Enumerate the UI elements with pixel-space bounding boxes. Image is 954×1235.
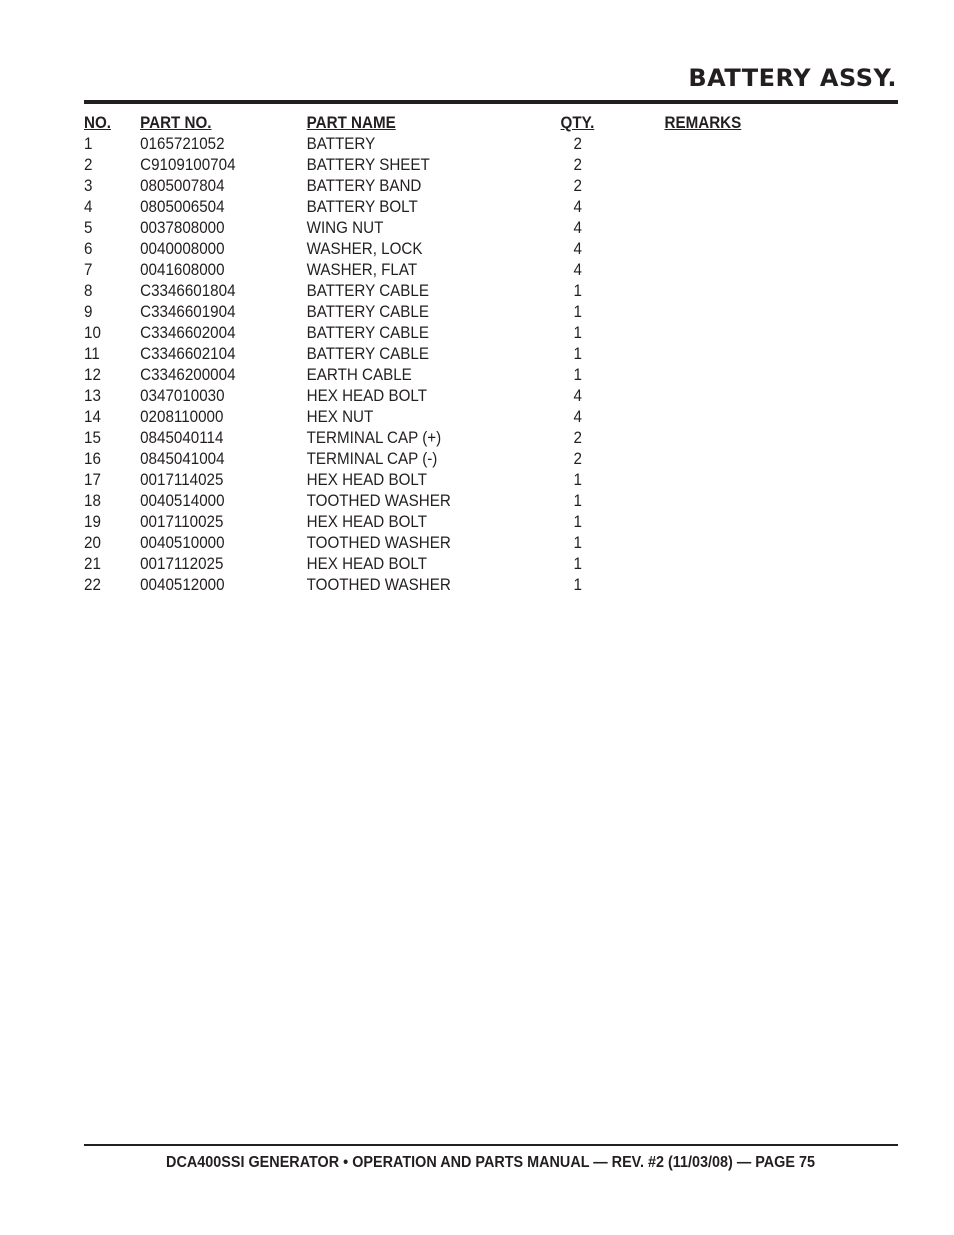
cell-part-no: 0041608000 — [140, 261, 225, 279]
cell-no: 15 — [84, 429, 101, 447]
cell-no: 10 — [84, 324, 101, 342]
cell-part-no: C3346602104 — [140, 345, 236, 363]
cell-remarks — [665, 302, 784, 323]
cell-qty: 4 — [573, 198, 582, 216]
page-title: BATTERY ASSY. — [688, 64, 897, 92]
cell-no: 13 — [84, 387, 101, 405]
table-row — [84, 386, 783, 407]
cell-no: 19 — [84, 513, 101, 531]
cell-part-no: 0040512000 — [140, 576, 225, 594]
cell-part-name: WING NUT — [306, 219, 384, 237]
cell-part-no: 0347010030 — [140, 387, 225, 405]
column-header-part-no: PART NO. — [140, 114, 212, 132]
footer-text: DCA400SSI GENERATOR • OPERATION AND PARTS MANUAL — REV. #2 (11/03/08) — PAGE 75 — [166, 1154, 816, 1171]
table-row — [84, 491, 783, 512]
column-header-qty: QTY. — [560, 114, 595, 132]
cell-part-name: TOOTHED WASHER — [306, 576, 451, 594]
cell-qty: 1 — [573, 492, 582, 510]
cell-remarks — [665, 386, 784, 407]
cell-part-name: BATTERY — [306, 135, 376, 153]
header-divider — [84, 100, 898, 104]
cell-part-name: TERMINAL CAP (+) — [306, 429, 442, 447]
cell-part-no: 0017114025 — [140, 471, 224, 489]
table-row — [84, 176, 783, 197]
cell-remarks — [665, 575, 784, 596]
cell-part-name: TOOTHED WASHER — [306, 534, 451, 552]
cell-no: 20 — [84, 534, 101, 552]
cell-no: 4 — [84, 198, 93, 216]
table-row — [84, 449, 783, 470]
cell-part-name: WASHER, FLAT — [306, 261, 418, 279]
cell-part-no: 0805007804 — [140, 177, 225, 195]
cell-qty: 2 — [573, 429, 582, 447]
cell-no: 5 — [84, 219, 93, 237]
cell-qty: 4 — [573, 408, 582, 426]
cell-remarks — [665, 323, 784, 344]
cell-part-no: 0845040114 — [140, 429, 224, 447]
cell-qty: 4 — [573, 219, 582, 237]
table-row — [84, 155, 783, 176]
cell-part-name: HEX HEAD BOLT — [306, 513, 427, 531]
table-row — [84, 260, 783, 281]
cell-qty: 2 — [573, 156, 582, 174]
cell-no: 18 — [84, 492, 101, 510]
cell-part-name: BATTERY CABLE — [306, 345, 429, 363]
cell-no: 22 — [84, 576, 101, 594]
cell-remarks — [665, 155, 784, 176]
cell-no: 12 — [84, 366, 101, 384]
cell-qty: 1 — [573, 324, 582, 342]
cell-part-no: C9109100704 — [140, 156, 236, 174]
column-header-no: NO. — [84, 114, 111, 132]
cell-part-no: 0017110025 — [140, 513, 224, 531]
cell-no: 14 — [84, 408, 101, 426]
cell-remarks — [665, 218, 784, 239]
cell-no: 6 — [84, 240, 93, 258]
cell-part-name: HEX HEAD BOLT — [306, 555, 427, 573]
parts-table — [84, 113, 783, 596]
cell-part-name: BATTERY BAND — [306, 177, 422, 195]
cell-part-no: C3346602004 — [140, 324, 236, 342]
table-row — [84, 428, 783, 449]
table-header-row — [84, 113, 783, 134]
table-row — [84, 554, 783, 575]
cell-remarks — [665, 407, 784, 428]
cell-remarks — [665, 134, 784, 155]
table-row — [84, 218, 783, 239]
cell-part-no: 0165721052 — [140, 135, 225, 153]
cell-remarks — [665, 344, 784, 365]
cell-no: 21 — [84, 555, 101, 573]
cell-remarks — [665, 428, 784, 449]
cell-qty: 1 — [573, 366, 582, 384]
table-row — [84, 239, 783, 260]
cell-part-name: HEX HEAD BOLT — [306, 471, 427, 489]
table-row — [84, 407, 783, 428]
cell-qty: 2 — [573, 177, 582, 195]
table-row — [84, 533, 783, 554]
cell-remarks — [665, 533, 784, 554]
cell-part-no: 0805006504 — [140, 198, 225, 216]
cell-remarks — [665, 512, 784, 533]
table-row — [84, 470, 783, 491]
cell-remarks — [665, 554, 784, 575]
cell-part-name: BATTERY CABLE — [306, 324, 429, 342]
cell-part-name: BATTERY CABLE — [306, 303, 429, 321]
page-footer — [84, 1152, 898, 1174]
cell-qty: 4 — [573, 261, 582, 279]
cell-part-name: BATTERY SHEET — [306, 156, 430, 174]
cell-remarks — [665, 197, 784, 218]
cell-part-no: C3346601904 — [140, 303, 236, 321]
column-header-remarks: REMARKS — [664, 114, 742, 132]
cell-qty: 1 — [573, 282, 582, 300]
table-row — [84, 302, 783, 323]
table-row — [84, 197, 783, 218]
cell-no: 8 — [84, 282, 93, 300]
cell-no: 11 — [84, 345, 100, 363]
cell-part-no: C3346601804 — [140, 282, 236, 300]
cell-part-name: BATTERY BOLT — [306, 198, 418, 216]
cell-qty: 1 — [573, 471, 582, 489]
table-row — [84, 344, 783, 365]
cell-part-name: BATTERY CABLE — [306, 282, 429, 300]
cell-part-no: 0017112025 — [140, 555, 224, 573]
cell-no: 1 — [84, 135, 93, 153]
cell-qty: 2 — [573, 450, 582, 468]
cell-part-no: C3346200004 — [140, 366, 236, 384]
cell-part-no: 0040008000 — [140, 240, 225, 258]
table-row — [84, 134, 783, 155]
cell-part-no: 0845041004 — [140, 450, 225, 468]
cell-remarks — [665, 281, 784, 302]
cell-no: 3 — [84, 177, 93, 195]
table-row — [84, 365, 783, 386]
column-header-part-name: PART NAME — [306, 114, 396, 132]
cell-qty: 1 — [573, 345, 582, 363]
table-row — [84, 512, 783, 533]
cell-qty: 2 — [573, 135, 582, 153]
cell-no: 9 — [84, 303, 93, 321]
cell-qty: 4 — [573, 240, 582, 258]
cell-no: 17 — [84, 471, 101, 489]
cell-remarks — [665, 491, 784, 512]
cell-qty: 1 — [573, 303, 582, 321]
cell-remarks — [665, 176, 784, 197]
parts-table-body — [84, 134, 783, 596]
cell-no: 7 — [84, 261, 93, 279]
cell-remarks — [665, 260, 784, 281]
table-row — [84, 281, 783, 302]
cell-remarks — [665, 449, 784, 470]
cell-part-name: HEX NUT — [306, 408, 374, 426]
cell-part-no: 0040514000 — [140, 492, 225, 510]
cell-no: 16 — [84, 450, 101, 468]
cell-part-name: EARTH CABLE — [306, 366, 412, 384]
cell-qty: 1 — [573, 576, 582, 594]
cell-qty: 1 — [573, 513, 582, 531]
cell-no: 2 — [84, 156, 93, 174]
cell-qty: 4 — [573, 387, 582, 405]
cell-part-name: HEX HEAD BOLT — [306, 387, 427, 405]
cell-part-name: WASHER, LOCK — [306, 240, 423, 258]
table-row — [84, 323, 783, 344]
footer-divider — [84, 1144, 898, 1146]
cell-remarks — [665, 239, 784, 260]
table-row — [84, 575, 783, 596]
cell-remarks — [665, 365, 784, 386]
cell-part-no: 0040510000 — [140, 534, 225, 552]
cell-part-name: TERMINAL CAP (-) — [306, 450, 438, 468]
cell-part-no: 0208110000 — [140, 408, 224, 426]
cell-remarks — [665, 470, 784, 491]
cell-part-no: 0037808000 — [140, 219, 225, 237]
cell-part-name: TOOTHED WASHER — [306, 492, 451, 510]
cell-qty: 1 — [573, 555, 582, 573]
cell-qty: 1 — [573, 534, 582, 552]
